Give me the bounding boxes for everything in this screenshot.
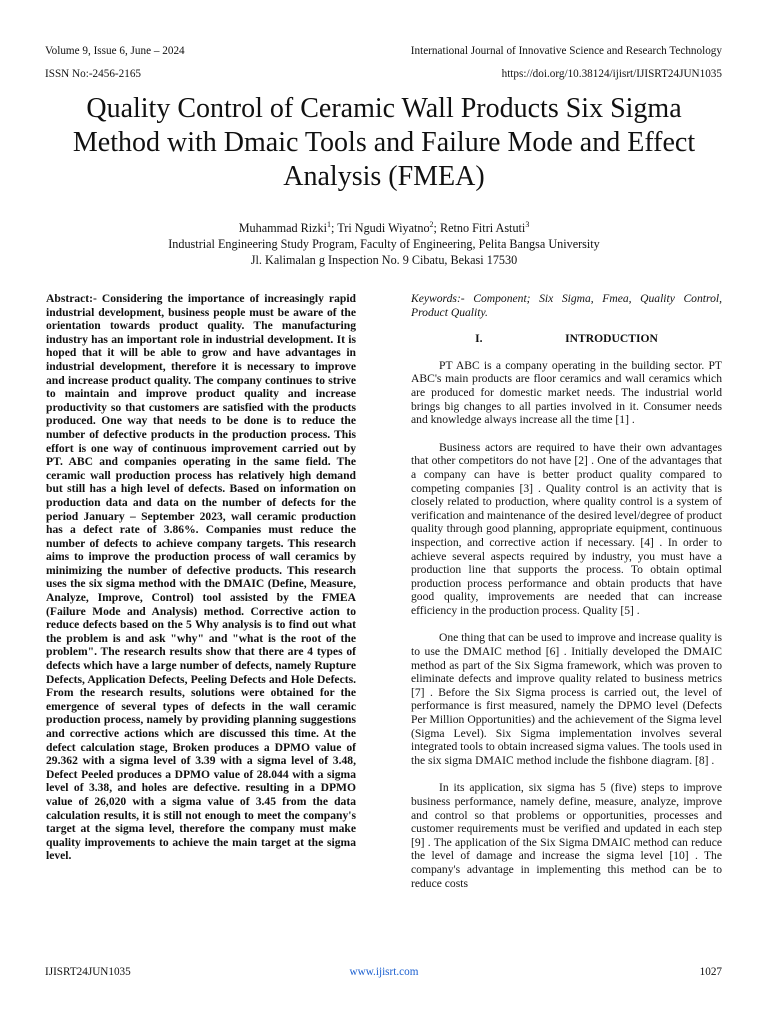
body-paragraph: Business actors are required to have their own advantages that other competitors do not have [2] . One of the advantages that a company can have is better product quality compared to competing companies [3] . Quality control is an activity that is closely related to production, where quality control is a system of verification and maintenance of the desired level/degree of product quality through good planning, appropriate equipment, continuous inspection, and corrective action if necessary. [4] . In order to achieve several aspects required by industry, you must have a production line that supports the process. To obtain optimal production process performance and obtain products that have good quality, improvements are needed that can increase efficiency in the production process. Quality [5] . (411, 440, 722, 617)
paper-title: Quality Control of Ceramic Wall Products Six Sigma Method with Dmaic Tools and Failure Mode and Effect Analysis (FMEA) (72, 93, 696, 192)
left-column (46, 292, 356, 863)
journal-name: International Journal of Innovative Science and Research Technology (410, 45, 722, 57)
page-number: 1027 (699, 966, 722, 978)
footer-website-link[interactable]: www.ijisrt.com (349, 966, 419, 978)
keywords: Keywords:- Component; Six Sigma, Fmea, Quality Control, Product Quality. (411, 292, 722, 319)
author-list: Muhammad Rizki$^1$; Tri Ngudi Wiyatno$^2$; Retno Fitri Astuti$^3$ (238, 219, 530, 235)
author-affiliation-mark: 1 (327, 219, 332, 229)
doi-link[interactable]: https://doi.org/10.38124/ijisrt/IJISRT24JUN1035 (501, 68, 722, 80)
abstract: Abstract:- Considering the importance of increasingly rapid industrial development, business people must be aware of the orientation towards product quality. The manufacturing industry has an important role in industrial development. It is hoped that it will be able to grow and have advantages in industrial development, therefore it is necessary to improve and increase product quality. The company continues to strive to maintain and improve product quality and increase productivity so that customers are satisfied with the products produced. One way that needs to be done is to reduce the number of defective products in the production process. This effort is one way of continuous improvement carried out by PT. ABC and companies operating in the same field. The ceramic wall production process has relatively high demand but still has a high level of defects. Based on information on production data and data on the number of defects for the period January – September 2023, wall ceramic production has a defect rate of 3.86%. Companies must reduce the number of defects to achieve company targets. This research aims to improve the production process of wall ceramics by minimizing the number of defective products. This research uses the six sigma method with the DMAIC (Define, Measure, Analyze, Improve, Control) tool assisted by the FMEA (Failure Mode and Analysis) method. Corrective action to reduce defects based on the 5 Why analysis is to find out what the problem is and ask "why" and "what is the root of the problem". The research results show that there are 4 types of defects which have a large number of defects, namely Rupture Defects, Application Defects, Peeling Defects and Hole Defects. From the research results, solutions were obtained for the emergence of several types of defects in the wall ceramic production process, namely by providing planning suggestions and corrective actions which are discussed this time. At the defect calculation stage, Broken produces a DPMO value of 29.362 with a sigma level of 3.39 with a sigma level of 3.48, Defect Peeled produces a DPMO value of 28.044 with a sigma level of 3.38, and holes are defective. resulting in a DPMO value of 26,020 with a sigma value of 3.45 from the data calculation results, it is still not enough to meet the company's target at the sigma level, therefore the company must make quality improvements to achieve the main target at the sigma level. (46, 292, 356, 863)
author-name: Muhammad Rizki (238, 221, 328, 235)
volume-issue: Volume 9, Issue 6, June – 2024 (45, 45, 185, 57)
body-paragraph: PT ABC is a company operating in the building sector. PT ABC's main products are floor ceramics and wall ceramics which are produced for domestic market needs. The industrial world brings big changes to all parties involved in it. Consumer needs and knowledge always increase all the time [1] . (411, 358, 722, 427)
author-affiliation-mark: 3 (525, 219, 530, 229)
author-affiliation-mark: 2 (429, 219, 434, 229)
body-paragraph: In its application, six sigma has 5 (five) steps to improve business performance, namely define, measure, analyze, improve and control so that problems or opportunities, processes and customer requirements must be verified and updated in each step [9] . The application of the Six Sigma DMAIC method can reduce the level of damage and increase the sigma level [10] . The company's advantage in implementing this method can be to reduce costs (411, 781, 722, 890)
section-heading (411, 332, 722, 346)
affiliation: Industrial Engineering Study Program, Faculty of Engineering, Pelita Bangsa University (168, 237, 600, 251)
address: Jl. Kalimalan g Inspection No. 9 Cibatu, Bekasi 17530 (250, 253, 518, 267)
section-number: I. (475, 332, 483, 346)
author-block (40, 220, 728, 268)
right-column (411, 292, 722, 904)
author-name: Retno Fitri Astuti (439, 221, 526, 235)
section-title: INTRODUCTION (565, 332, 658, 346)
author-name: Tri Ngudi Wiyatno (337, 221, 430, 235)
issn: ISSN No:-2456-2165 (45, 68, 142, 80)
body-paragraph: One thing that can be used to improve and increase quality is to use the DMAIC method [6] . Initially developed the DMAIC method as part of the Six Sigma framework, which was proven to eliminate defects and improve quality related to business metrics [7] . Before the Six Sigma process is carried out, the level of performance is first measured, namely the DPMO level (Defects Per Million Opportunities) and the achievement of the Sigma level (Sigma Level). Six Sigma implementation involves several integrated tools to obtain increased sigma values. The tools used in the six sigma DMAIC method include the fishbone diagram. [8] . (411, 631, 722, 767)
footer-article-id: IJISRT24JUN1035 (45, 966, 131, 978)
